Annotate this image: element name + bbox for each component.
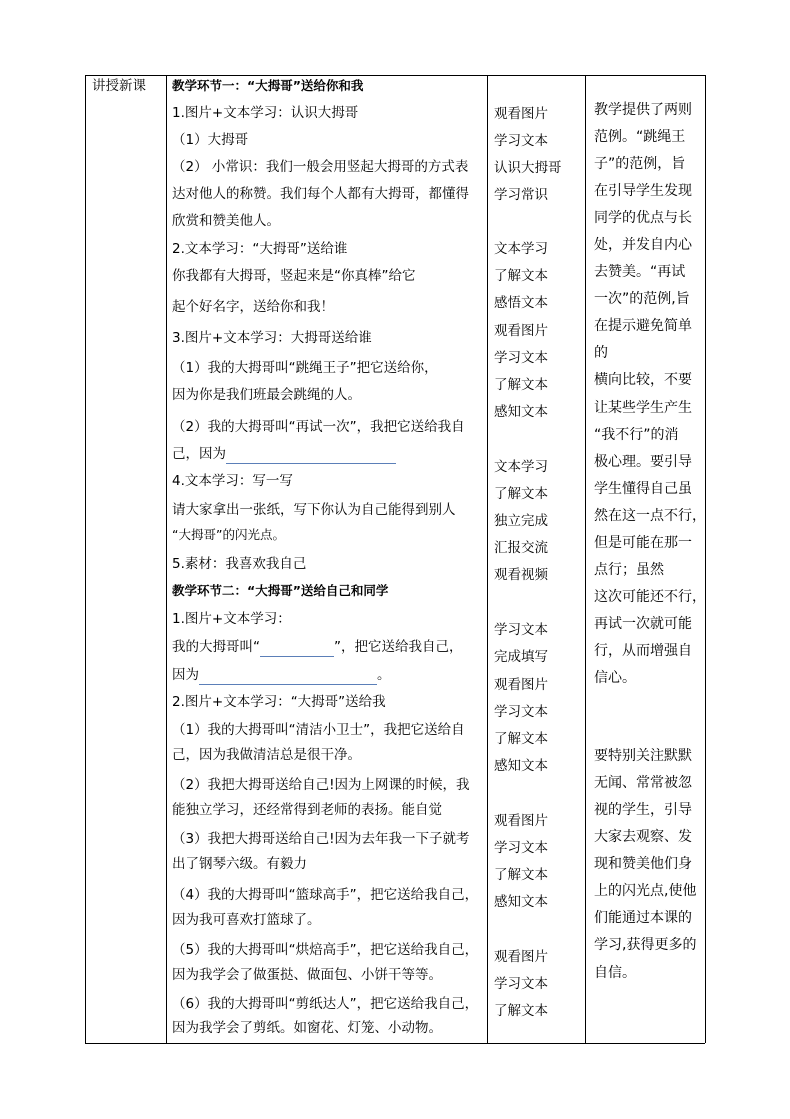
activity-item: 感知文本 [494,894,548,910]
intent-line: 这次可能还不行， [594,589,706,605]
activity-item: 学习文本 [494,133,548,149]
activity-item: 认识大拇哥 [494,160,562,176]
intent-line: 的 [594,345,608,361]
intent-line: 现和赞美他们身 [594,856,692,872]
table-divider-3 [585,75,586,1043]
activity-item: 学习文本 [494,622,548,638]
s2-para5-line1: （5）我的大拇哥叫“烘焙高手”，把它送给我自己， [172,942,479,958]
section1-title: 教学环节一：“大拇哥”送给你和我 [172,78,364,93]
activity-item: 观看图片 [494,813,548,829]
intent-line: 范例。“跳绳王 [594,129,686,145]
item1-sub1: （1）大拇哥 [172,132,249,148]
activity-item: 学习文本 [494,350,548,366]
intent-line: 要特别关注默默 [594,748,692,764]
intent-line: 学生懂得自己虽 [594,481,692,497]
intent-line: 然在这一点不行， [594,508,706,524]
item2-line1: 你我都有大拇哥，竖起来是“你真棒”给它 [172,268,416,284]
activity-item: 了解文本 [494,867,548,883]
s2-para2-line1: （2）我把大拇哥送给自己!因为上网课的时候，我 [172,777,470,793]
item1-sub2-line2: 达对他人的称赞。我们每个人都有大拇哥，都懂得 [172,186,469,202]
s2-item1-line1-start: 我的大拇哥叫“ [172,639,260,655]
activity-item: 完成填写 [494,649,548,665]
intent-line: 无闻、常常被忽 [594,775,692,791]
intent-line: 去赞美。“再试 [594,264,686,280]
s2-para4-line2: 因为我可喜欢打篮球了。 [172,912,321,928]
activity-item: 观看图片 [494,677,548,693]
activity-item: 了解文本 [494,1003,548,1019]
activity-item: 了解文本 [494,377,548,393]
activity-item: 汇报交流 [494,540,548,556]
intent-line: 在引导学生发现 [594,183,692,199]
intent-line: 上的闪光点,使他 [594,883,697,899]
item3-sub2-line1: （2）我的大拇哥叫“再试一次”，我把它送给我自 [172,419,465,435]
s2-item1-line2 [172,665,391,685]
intent-line: 再试一次就可能 [594,616,692,632]
item4-line2: “大拇哥”的闪光点。 [172,527,285,542]
activity-item: 学习文本 [494,976,548,992]
intent-line: 行，从而增强自 [594,643,692,659]
intent-line: 视的学生，引导 [594,802,692,818]
intent-line: 教学提供了两则 [594,102,692,118]
intent-line: 子”的范例，旨 [594,156,686,172]
item3-title: 3.图片+文本学习：大拇哥送给谁 [172,330,372,346]
intent-line: “我不行”的消 [594,427,679,443]
intent-line: 同学的优点与长 [594,210,692,226]
intent-line: 们能通过本课的 [594,910,692,926]
table-divider-2 [487,75,488,1043]
intent-line: 点行；虽然 [594,562,664,578]
activity-item: 观看图片 [494,106,548,122]
s2-para6-line1: （6）我的大拇哥叫“剪纸达人”，把它送给我自己， [172,996,479,1012]
item4-line1: 请大家拿出一张纸，写下你认为自己能得到别人 [172,502,456,518]
item2-title: 2.文本学习：“大拇哥”送给谁 [172,241,348,257]
s2-para5-line2: 因为我学会了做蛋挞、做面包、小饼干等等。 [172,967,442,983]
intent-line: 自信。 [594,965,636,981]
s2-para1-line2: 己，因为我做清洁总是很干净。 [172,747,361,763]
activity-item: 文本学习 [494,241,548,257]
s2-item1-line2-start: 因为 [172,667,199,683]
activity-item: 学习文本 [494,840,548,856]
activity-item: 了解文本 [494,486,548,502]
activity-item: 观看图片 [494,323,548,339]
s2-para6-line2: 因为我学会了剪纸。如窗花、灯笼、小动物。 [172,1020,442,1036]
item1-title: 1.图片+文本学习：认识大拇哥 [172,105,359,121]
intent-line: 但是可能在那一 [594,535,692,551]
item2-line2: 起个好名字，送给你和我！ [172,299,334,315]
s2-item1-title: 1.图片+文本学习： [172,611,291,627]
activity-item: 了解文本 [494,268,548,284]
table-border-left [85,75,86,1043]
intent-line: 让某些学生产生 [594,400,692,416]
activity-item: 观看图片 [494,949,548,965]
s2-item1-line1-end: ”，把它送给我自己， [334,639,463,655]
s2-item1-line1 [172,637,463,657]
activity-item: 学习常识 [494,187,548,203]
intent-line: 信心。 [594,670,636,686]
activity-item: 了解文本 [494,731,548,747]
item5-title: 5.素材：我喜欢我自己 [172,556,307,572]
stage-label: 讲授新课 [92,78,146,94]
activity-item: 感悟文本 [494,295,548,311]
section2-title: 教学环节二：“大拇哥”送给自己和同学 [172,583,389,598]
intent-line: 学习,获得更多的 [594,937,697,953]
item3-sub2-line2 [172,444,396,464]
intent-line: 横向比较，不要 [594,372,692,388]
activity-item: 文本学习 [494,459,548,475]
item3-sub1-line1: （1）我的大拇哥叫“跳绳王子”把它送给你， [172,360,438,376]
item3-sub1-line2: 因为你是我们班最会跳绳的人。 [172,387,361,403]
item1-sub2-line3: 欣赏和赞美他人。 [172,213,280,229]
item4-title: 4.文本学习：写一写 [172,473,293,489]
s2-para1-line1: （1）我的大拇哥叫“清洁小卫士”，我把它送给自 [172,722,465,738]
intent-line: 大家去观察、发 [594,829,692,845]
activity-item: 学习文本 [494,704,548,720]
activity-item: 感知文本 [494,758,548,774]
activity-item: 独立完成 [494,513,548,529]
intent-line: 在提示避免简单 [594,318,692,334]
fill-blank-reason[interactable] [199,672,377,685]
s2-item1-line2-end: 。 [377,667,391,683]
fill-blank-name[interactable] [260,644,334,657]
activity-item: 感知文本 [494,404,548,420]
item3-sub2-text: 己，因为 [172,446,226,462]
s2-para2-line2: 能独立学习，还经常得到老师的表扬。能自觉 [172,802,442,818]
item1-sub2-line1: （2） 小常识：我们一般会用竖起大拇哥的方式表 [172,159,469,175]
table-border-right [705,75,706,1043]
s2-para4-line1: （4）我的大拇哥叫“篮球高手”，把它送给我自己， [172,887,479,903]
intent-line: 处，并发自内心 [594,237,692,253]
intent-line: 极心理。要引导 [594,454,692,470]
activity-item: 观看视频 [494,567,548,583]
s2-para3-line1: （3）我把大拇哥送给自己!因为去年我一下子就考 [172,831,470,847]
s2-item2-title: 2.图片+文本学习：“大拇哥”送给我 [172,694,386,710]
fill-blank-line[interactable] [226,451,396,464]
s2-para3-line2: 出了钢琴六级。有毅力 [172,856,307,872]
table-divider-1 [166,75,167,1043]
intent-line: 一次”的范例,旨 [594,291,690,307]
